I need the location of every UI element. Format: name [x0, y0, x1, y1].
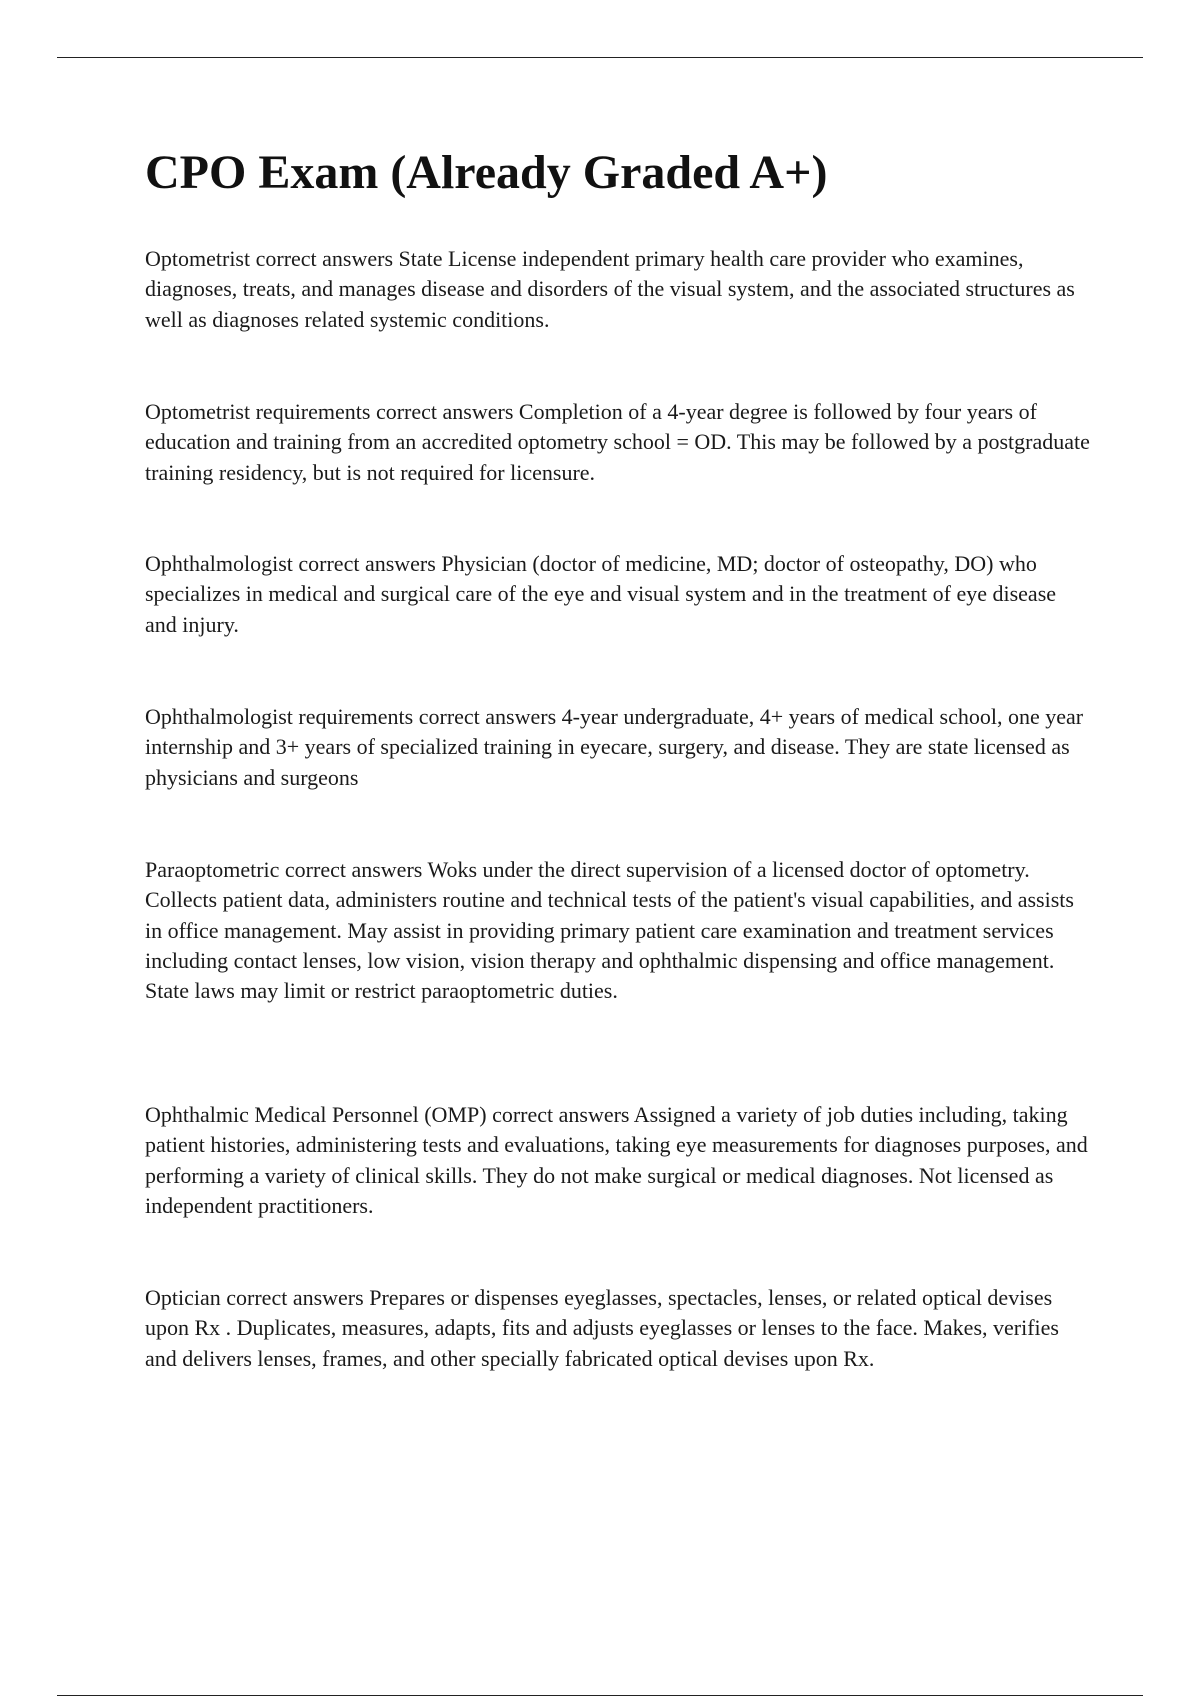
entry-separator: correct answers — [375, 399, 514, 424]
entry-paraoptometric — [145, 855, 1093, 1006]
entry-separator: correct answers — [492, 1102, 630, 1127]
page-title: CPO Exam (Already Graded A+) — [145, 146, 828, 199]
entry-optometrist — [145, 244, 1093, 335]
entry-definition: 4-year undergraduate, 4+ years of medical school, one year internship and 3+ years of specialized training in eyecare, surgery, and disease. They are state licensed as physicians and surgeons — [145, 704, 1084, 790]
entry-definition: Prepares or dispenses eyeglasses, spectacles, lenses, or related optical devises upon Rx . Duplicates, measures, adapts, fits and adjusts eyeglasses or lenses to the face. Makes, verifies and delivers lenses, frames, and other specially fabricated optical devises upon Rx. — [145, 1285, 1059, 1371]
entry-separator: correct answers — [226, 1285, 364, 1310]
entry-optometrist-requirements — [145, 397, 1093, 488]
entry-ophthalmologist — [145, 549, 1093, 640]
bottom-rule — [57, 1695, 1143, 1696]
entry-separator: correct answers — [298, 551, 436, 576]
entry-definition: Completion of a 4-year degree is followed by four years of education and training from an accredited optometry school = OD. This may be followed by a postgraduate training residency, but is not required for licensure. — [145, 399, 1090, 485]
entry-term: Optician — [145, 1285, 221, 1310]
entry-separator: correct answers — [418, 704, 557, 729]
entry-definition: Physician (doctor of medicine, MD; doctor of osteopathy, DO) who specializes in medical and surgical care of the eye and visual system and in the treatment of eye disease and injury. — [145, 551, 1057, 637]
entry-definition: State License independent primary health care provider who examines, diagnoses, treats, and manages disease and disorders of the visual system, and the associated structures as well as diagnoses related systemic conditions. — [145, 246, 1075, 332]
entry-ophthalmic-medical-personnel — [145, 1100, 1093, 1221]
entry-term: Paraoptometric — [145, 857, 280, 882]
entry-optician — [145, 1283, 1093, 1374]
entry-separator: correct answers — [255, 246, 394, 271]
entry-term: Optometrist requirements — [145, 399, 371, 424]
top-rule — [57, 57, 1143, 58]
entry-term: Ophthalmologist — [145, 551, 293, 576]
entry-term: Optometrist — [145, 246, 251, 271]
entry-term: Ophthalmic Medical Personnel (OMP) — [145, 1102, 487, 1127]
entry-definition: Assigned a variety of job duties including, taking patient histories, administering tests and evaluations, taking eye measurements for diagnoses purposes, and performing a variety of clinical skills. They do not make surgical or medical diagnoses. Not licensed as independent practitioners. — [145, 1102, 1088, 1218]
entry-separator: correct answers — [284, 857, 423, 882]
entry-term: Ophthalmologist requirements — [145, 704, 414, 729]
entry-ophthalmologist-requirements — [145, 702, 1093, 793]
entry-definition: Woks under the direct supervision of a licensed doctor of optometry. Collects patient data, administers routine and technical tests of the patient's visual capabilities, and assists in office management. May assist in providing primary patient care examination and treatment services including contact lenses, low vision, vision therapy and ophthalmic dispensing and office management. State laws may limit or restrict paraoptometric duties. — [145, 857, 1074, 1004]
